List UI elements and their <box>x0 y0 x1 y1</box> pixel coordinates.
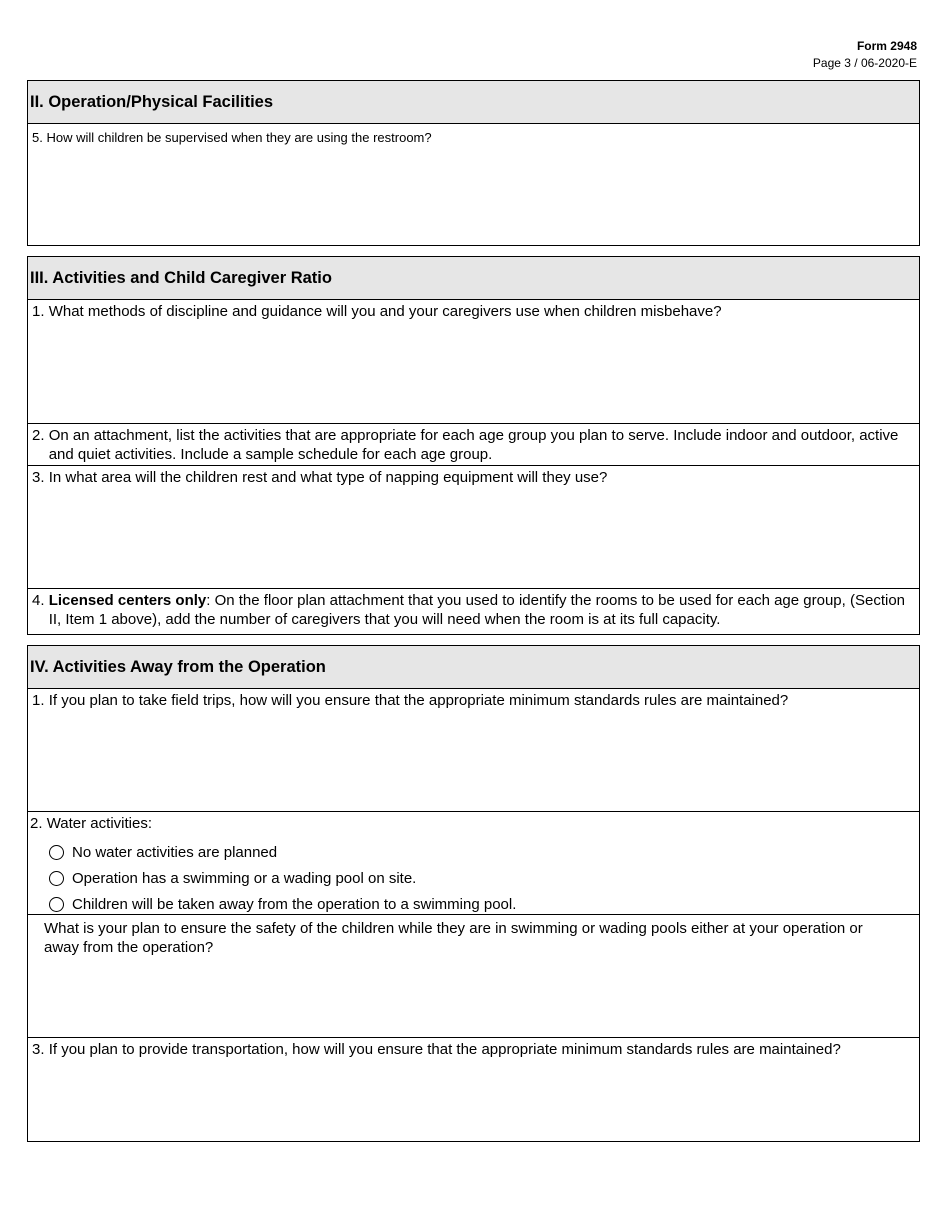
discipline-answer[interactable] <box>28 321 919 419</box>
section-title: III. Activities and Child Caregiver Ratio <box>28 257 919 300</box>
question-3-transportation <box>28 1037 919 1141</box>
section-activities-ratio <box>27 256 920 635</box>
question-2-water-activities <box>28 811 919 914</box>
question-text: In what area will the children rest and what type of napping equipment will they use? <box>48 469 608 486</box>
question-text: Water activities: <box>46 815 152 832</box>
question-number: 1. <box>32 692 49 709</box>
question-2-safety-plan <box>28 914 919 1037</box>
question-1-field-trips <box>28 689 919 811</box>
water-option-none[interactable] <box>28 839 919 865</box>
field-trips-answer[interactable] <box>28 710 919 807</box>
rest-area-answer[interactable] <box>28 487 919 585</box>
question-number: 2. <box>32 427 49 444</box>
question-number: 3. <box>32 1041 49 1058</box>
form-identifier <box>813 38 917 72</box>
licensed-centers-label: Licensed centers only <box>48 592 207 609</box>
section-title: II. Operation/Physical Facilities <box>28 81 919 124</box>
radio-button[interactable] <box>49 871 64 886</box>
swimming-safety-answer[interactable] <box>28 957 919 1035</box>
water-option-on-site[interactable] <box>28 865 919 891</box>
question-3-rest-area <box>28 465 919 588</box>
restroom-supervision-answer[interactable] <box>28 146 919 241</box>
transportation-answer[interactable] <box>28 1059 919 1137</box>
question-text: What is your plan to ensure the safety of the children while they are in swimming or wading pools either at your operation or away from the operation? <box>44 920 863 956</box>
radio-button[interactable] <box>49 897 64 912</box>
option-label: Children will be taken away from the operation to a swimming pool. <box>72 895 517 913</box>
question-4-caregivers <box>28 588 919 635</box>
question-number: 3. <box>32 469 49 486</box>
question-text: If you plan to take field trips, how will you ensure that the appropriate minimum standards rules are maintained? <box>48 692 789 709</box>
radio-button[interactable] <box>49 845 64 860</box>
question-text: What methods of discipline and guidance will you and your caregivers use when children misbehave? <box>48 303 722 320</box>
option-label: No water activities are planned <box>72 843 278 861</box>
question-number: 4. <box>32 592 49 609</box>
page-number: Page 3 / 06-2020-E <box>812 56 917 70</box>
question-number: 2. <box>30 815 47 832</box>
section-title: IV. Activities Away from the Operation <box>28 646 919 689</box>
question-text: If you plan to provide transportation, how will you ensure that the appropriate minimum standards rules are maintained? <box>48 1041 841 1058</box>
question-5-restroom <box>28 124 919 245</box>
question-2-activities <box>28 423 919 465</box>
question-number: 1. <box>32 303 49 320</box>
form-number: Form 2948 <box>856 39 917 53</box>
section-activities-away <box>27 645 920 1142</box>
section-operation-facilities <box>27 80 920 246</box>
question-1-discipline <box>28 300 919 423</box>
question-text: : On the floor plan attachment that you used to identify the rooms to be used for each age group, (Section II, Item 1 above), add the number of caregivers that you will need when the room is at its full capacity. <box>48 592 906 628</box>
question-text: How will children be supervised when they are using the restroom? <box>46 130 432 145</box>
question-text: On an attachment, list the activities that are appropriate for each age group you plan to serve. Include indoor and outdoor, active and quiet activities. Include a sample schedule for each age group. <box>48 427 899 463</box>
option-label: Operation has a swimming or a wading pool on site. <box>72 869 417 887</box>
question-number: 5. <box>32 130 47 145</box>
